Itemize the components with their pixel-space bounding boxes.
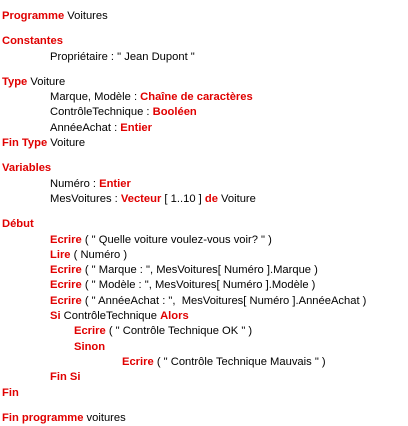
field-type: Chaîne de caractères bbox=[140, 91, 253, 104]
if-line bbox=[2, 309, 366, 324]
field-names: Marque, Modèle : bbox=[50, 91, 141, 104]
pseudocode-document bbox=[2, 9, 366, 426]
statement-args: ( " Modèle : ", MesVoitures[ Numéro ].Modèle ) bbox=[81, 279, 316, 292]
statement-keyword: Ecrire bbox=[50, 279, 82, 292]
type-heading bbox=[2, 75, 366, 90]
then-statement bbox=[2, 324, 366, 339]
type-field-marque-modele bbox=[2, 90, 366, 105]
keyword-constantes: Constantes bbox=[2, 35, 63, 48]
variable-elem-type: Voiture bbox=[217, 192, 256, 205]
variables-heading bbox=[2, 161, 366, 176]
statement-keyword: Lire bbox=[50, 248, 71, 261]
keyword-variables: Variables bbox=[2, 162, 52, 175]
type-field-controle-technique bbox=[2, 105, 366, 120]
statement-args: ( " Contrôle Technique OK " ) bbox=[105, 325, 253, 338]
statement-line bbox=[2, 233, 366, 248]
constantes-heading bbox=[2, 34, 366, 49]
else-statement bbox=[2, 355, 366, 370]
field-type: Booléen bbox=[152, 106, 197, 119]
field-names: AnnéeAchat : bbox=[50, 121, 121, 134]
variable-type: Vecteur bbox=[120, 192, 162, 205]
keyword-debut: Début bbox=[2, 218, 34, 231]
debut-heading bbox=[2, 217, 366, 232]
fin-line bbox=[2, 386, 366, 401]
keyword-si: Si bbox=[50, 310, 61, 323]
statement-keyword: Ecrire bbox=[74, 325, 106, 338]
statement-line bbox=[2, 294, 366, 309]
program-header-line bbox=[2, 9, 366, 24]
keyword-type: Type bbox=[2, 75, 28, 88]
keyword-fin-si: Fin Si bbox=[50, 371, 81, 384]
fin-si-line bbox=[2, 370, 366, 385]
variable-type: Entier bbox=[99, 177, 131, 190]
statement-args: ( " Quelle voiture voulez-vous voir? " ) bbox=[81, 233, 272, 246]
statement-args: ( " Contrôle Technique Mauvais " ) bbox=[153, 355, 326, 368]
fin-type-name: Voiture bbox=[47, 137, 86, 150]
if-condition: ContrôleTechnique bbox=[60, 310, 161, 323]
statement-line bbox=[2, 248, 366, 263]
field-type: Entier bbox=[120, 121, 153, 134]
else-line bbox=[2, 340, 366, 355]
field-names: ContrôleTechnique : bbox=[50, 106, 153, 119]
keyword-fin-type: Fin Type bbox=[2, 137, 48, 150]
statement-keyword: Ecrire bbox=[50, 294, 82, 307]
constant-proprietaire bbox=[2, 50, 366, 65]
fin-type-line bbox=[2, 136, 366, 151]
keyword-sinon: Sinon bbox=[74, 340, 106, 353]
variable-range: [ 1..10 ] bbox=[161, 192, 205, 205]
program-name: Voitures bbox=[64, 10, 108, 22]
fin-programme-line bbox=[2, 411, 366, 426]
keyword-fin: Fin bbox=[2, 386, 19, 399]
statement-args: ( " AnnéeAchat : ", MesVoitures[ Numéro ].AnnéeAchat ) bbox=[81, 294, 367, 307]
statement-line bbox=[2, 278, 366, 293]
type-field-annee-achat bbox=[2, 121, 366, 136]
statement-keyword: Ecrire bbox=[50, 233, 82, 246]
statement-keyword: Ecrire bbox=[122, 355, 154, 368]
statement-line bbox=[2, 263, 366, 278]
variable-mesvoitures bbox=[2, 192, 366, 207]
keyword-de: de bbox=[204, 192, 218, 205]
statement-args: ( " Marque : ", MesVoitures[ Numéro ].Marque ) bbox=[81, 264, 318, 277]
variable-decl: Numéro : bbox=[50, 177, 100, 190]
type-name: Voiture bbox=[27, 75, 66, 88]
keyword-fin-programme: Fin programme bbox=[2, 411, 84, 424]
statement-keyword: Ecrire bbox=[50, 264, 82, 277]
variable-decl: MesVoitures : bbox=[50, 192, 121, 205]
keyword-programme: Programme bbox=[2, 10, 65, 22]
variable-numero bbox=[2, 177, 366, 192]
keyword-alors: Alors bbox=[160, 310, 189, 323]
statement-args: ( Numéro ) bbox=[70, 248, 128, 261]
fin-programme-name: voitures bbox=[83, 411, 126, 424]
constant-text: Propriétaire : " Jean Dupont " bbox=[50, 50, 195, 63]
